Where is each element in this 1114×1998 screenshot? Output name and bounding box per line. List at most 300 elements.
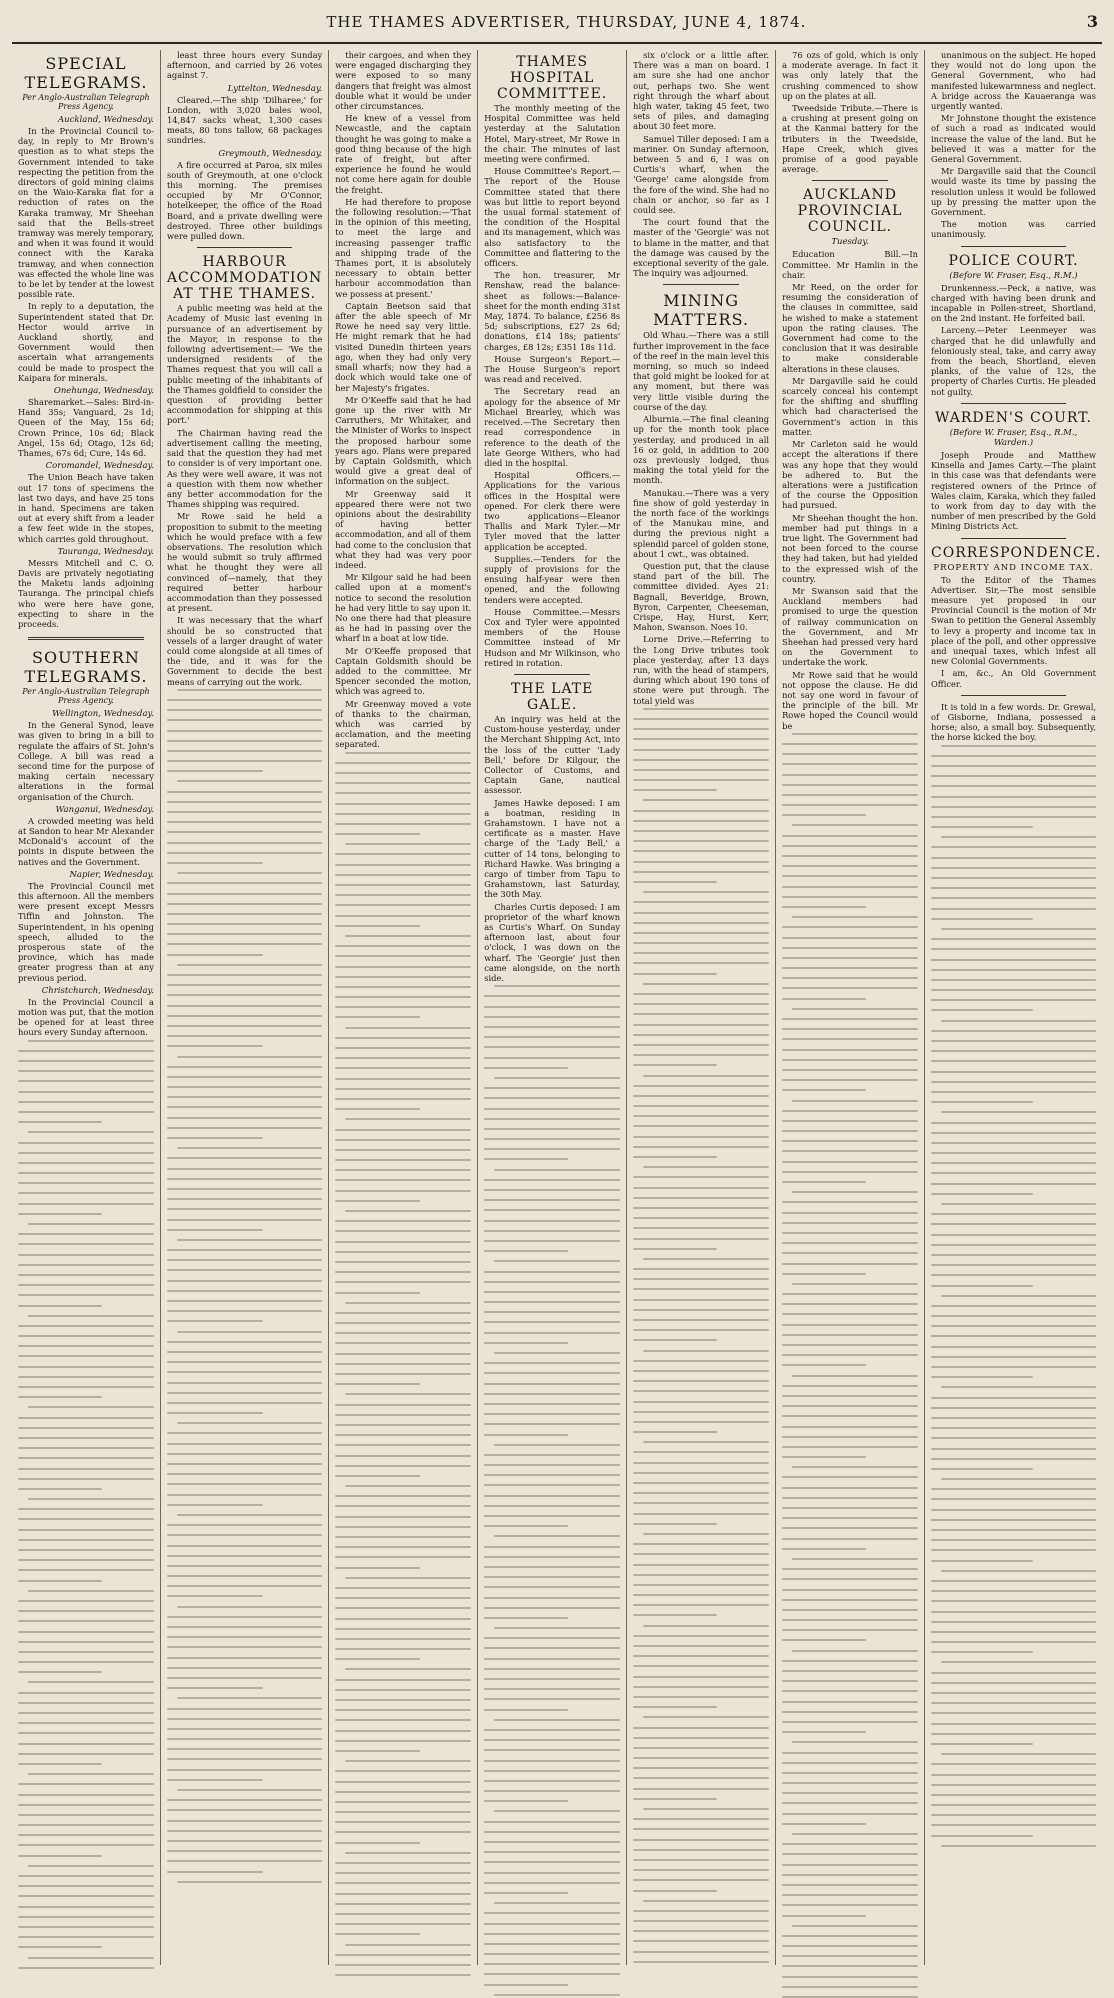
text-line xyxy=(345,1393,471,1395)
text-line xyxy=(167,1657,322,1659)
text-line xyxy=(931,1060,1096,1062)
text-line xyxy=(18,1855,102,1857)
section-divider xyxy=(197,247,292,248)
text-line xyxy=(484,1933,620,1935)
text-line xyxy=(643,1900,769,1902)
text-line xyxy=(484,1057,620,1059)
text-line xyxy=(484,1006,620,1008)
text-line xyxy=(633,1380,769,1382)
text-line xyxy=(335,925,419,927)
text-line xyxy=(931,1590,1096,1592)
text-line xyxy=(345,752,471,754)
text-line xyxy=(18,1050,154,1052)
text-line xyxy=(931,1142,1096,1144)
text-line xyxy=(931,867,1096,869)
text-line xyxy=(782,814,866,816)
text-line xyxy=(931,1101,1033,1103)
dateline: Napier, Wednesday. xyxy=(69,869,154,880)
text-line xyxy=(931,1427,1096,1429)
text-line xyxy=(167,1392,322,1394)
text-line xyxy=(177,1514,322,1516)
text-line xyxy=(633,1523,717,1525)
text-line xyxy=(931,959,1096,961)
text-line xyxy=(335,1067,471,1069)
text-line xyxy=(931,1712,1096,1714)
text-line xyxy=(633,1146,769,1148)
text-line xyxy=(633,1706,717,1708)
text-line xyxy=(931,826,1033,828)
text-line xyxy=(167,1259,322,1261)
text-line xyxy=(633,1869,769,1871)
text-line xyxy=(782,1935,918,1937)
section-divider xyxy=(961,403,1066,404)
text-line xyxy=(931,1122,1096,1124)
text-line xyxy=(633,1401,769,1403)
text-line xyxy=(484,1546,620,1548)
text-line xyxy=(633,1604,769,1606)
text-line xyxy=(18,1671,102,1673)
section-title-wardens-court: WARDEN'S COURT. xyxy=(935,409,1092,426)
text-line xyxy=(941,1845,1096,1847)
text-line xyxy=(931,1835,1033,1837)
text-line xyxy=(633,718,769,720)
text-line xyxy=(335,1913,471,1915)
text-line xyxy=(28,1223,154,1225)
text-line xyxy=(167,1565,322,1567)
article-paragraph: least three hours every Sunday afternoon, and carried by 26 votes against 7. xyxy=(166,50,323,81)
text-line xyxy=(484,1597,620,1599)
text-line xyxy=(167,1595,263,1597)
text-line xyxy=(782,1945,918,1947)
text-line xyxy=(335,915,471,917)
text-line xyxy=(782,784,918,786)
article-paragraph: In the Provincial Council a motion was put, that the motion be opened for at least three hours every Sunday afternoon. xyxy=(18,996,154,1038)
text-line xyxy=(167,750,322,752)
text-line xyxy=(18,1070,154,1072)
text-line xyxy=(782,1049,918,1051)
text-line xyxy=(335,1730,471,1732)
text-line xyxy=(18,1844,154,1846)
text-line xyxy=(931,1417,1096,1419)
text-line xyxy=(167,1616,322,1618)
text-line xyxy=(335,1974,471,1976)
text-line xyxy=(633,912,769,914)
text-line xyxy=(782,1721,918,1723)
text-line xyxy=(18,1559,154,1561)
text-line xyxy=(782,1976,918,1978)
text-line xyxy=(335,1006,471,1008)
text-line xyxy=(167,730,322,732)
text-line xyxy=(633,1849,769,1851)
text-line xyxy=(633,1319,769,1321)
text-line xyxy=(167,1066,322,1068)
text-line xyxy=(633,1207,769,1209)
text-line xyxy=(18,1325,154,1327)
text-line xyxy=(931,1519,1096,1521)
text-line xyxy=(484,1413,620,1415)
text-line xyxy=(792,1191,918,1193)
text-line xyxy=(633,1645,769,1647)
text-line xyxy=(782,957,918,959)
text-line xyxy=(18,1366,154,1368)
text-line xyxy=(484,1668,620,1670)
text-line xyxy=(931,857,1096,859)
text-line xyxy=(167,862,263,864)
text-line xyxy=(167,1300,322,1302)
text-line xyxy=(484,1698,620,1700)
text-line xyxy=(28,1406,154,1408)
text-line xyxy=(782,1589,918,1591)
text-line xyxy=(335,1016,419,1018)
text-line xyxy=(633,973,717,975)
text-line xyxy=(792,1741,918,1743)
text-line xyxy=(335,1200,419,1202)
text-line xyxy=(931,1040,1096,1042)
text-line xyxy=(782,865,918,867)
text-line xyxy=(484,1688,620,1690)
text-line xyxy=(931,1784,1096,1786)
text-line xyxy=(782,1986,918,1988)
text-line xyxy=(931,1448,1096,1450)
text-line xyxy=(782,1201,918,1203)
text-line xyxy=(633,759,769,761)
text-line xyxy=(335,1179,471,1181)
section-divider xyxy=(514,674,590,675)
text-line xyxy=(484,1016,620,1018)
text-line xyxy=(177,1239,322,1241)
text-line xyxy=(782,1731,866,1733)
text-line xyxy=(633,1085,769,1087)
text-line xyxy=(18,1396,102,1398)
text-line xyxy=(782,774,918,776)
text-line xyxy=(167,1443,322,1445)
text-line xyxy=(633,1767,769,1769)
text-line xyxy=(167,1473,322,1475)
text-line xyxy=(782,1782,918,1784)
text-line xyxy=(931,1509,1096,1511)
text-line xyxy=(782,1904,918,1906)
text-line xyxy=(782,1823,866,1825)
text-line xyxy=(782,1884,918,1886)
text-line xyxy=(633,1054,769,1056)
text-line xyxy=(931,765,1096,767)
text-line xyxy=(167,1646,322,1648)
text-line xyxy=(167,1626,322,1628)
article-paragraph: Alburnia.—The final cleaning up for the month took place yesterday, and produced in all 16 oz gold, in addition to 200 ozs previously lodged, thus making the total yield for the month. xyxy=(633,414,770,486)
text-line xyxy=(633,1655,769,1657)
text-line xyxy=(484,1566,620,1568)
text-line xyxy=(931,1733,1096,1735)
text-line xyxy=(931,1651,1033,1653)
text-line xyxy=(931,989,1096,991)
text-line xyxy=(931,918,1033,920)
column-2 xyxy=(161,50,329,1965)
text-line xyxy=(633,1727,769,1729)
text-line xyxy=(335,853,471,855)
page-number: 3 xyxy=(1086,12,1098,31)
text-line xyxy=(18,1763,102,1765)
text-line xyxy=(167,1351,322,1353)
text-line xyxy=(931,1814,1096,1816)
text-line xyxy=(782,1965,918,1967)
text-line xyxy=(633,1095,769,1097)
text-line xyxy=(633,1553,769,1555)
text-line xyxy=(335,1893,471,1895)
text-line xyxy=(484,1678,620,1680)
text-line xyxy=(335,1098,471,1100)
text-line xyxy=(633,1828,769,1830)
article-paragraph: He knew of a vessel from Newcastle, and the captain thought he was going to make a good thing because of the high rate of freight, but after experience he found he would not come here again for double the freight. xyxy=(335,113,472,195)
text-line xyxy=(18,1651,154,1653)
text-line xyxy=(782,1955,918,1957)
text-line xyxy=(494,1994,620,1996)
text-line xyxy=(335,1587,471,1589)
text-line xyxy=(167,903,322,905)
text-line xyxy=(335,1037,471,1039)
text-line xyxy=(484,1770,620,1772)
text-line xyxy=(18,1386,154,1388)
text-line xyxy=(167,1412,263,1414)
text-line xyxy=(633,1370,769,1372)
text-line xyxy=(18,1111,154,1113)
article-paragraph: The Provincial Council met this afternoon. All the members were present except Messrs Tiffin and Johnston. The Superintendent, in his opening speech, alluded to the prosperous state of the province, which has made greater progress than at any previous period. xyxy=(18,880,154,983)
text-line xyxy=(782,1619,918,1621)
text-line xyxy=(335,1709,471,1711)
text-line xyxy=(335,1862,471,1864)
text-line xyxy=(18,1345,154,1347)
text-line xyxy=(18,1610,154,1612)
text-line xyxy=(941,836,1096,838)
text-line xyxy=(18,1172,154,1174)
text-line xyxy=(335,1821,471,1823)
text-line xyxy=(643,799,769,801)
text-line xyxy=(167,1504,263,1506)
text-line xyxy=(167,842,322,844)
text-line xyxy=(167,831,322,833)
article-paragraph: It was necessary that the wharf should be so constructed that vessels of a larger draught of water could come alongside at all times of the tide, and it was for the Government to decide the best means of carrying out the work. xyxy=(166,615,323,687)
text-line xyxy=(167,1524,322,1526)
text-line xyxy=(931,897,1096,899)
text-line xyxy=(167,1117,322,1119)
section-divider xyxy=(812,180,888,181)
text-line xyxy=(782,1629,918,1631)
text-line xyxy=(484,1617,568,1619)
text-line xyxy=(484,1709,568,1711)
text-line xyxy=(484,1342,568,1344)
text-line xyxy=(633,1451,769,1453)
text-line xyxy=(782,1426,918,1428)
text-line xyxy=(28,1131,154,1133)
text-line xyxy=(782,875,918,877)
text-line xyxy=(28,1040,154,1042)
text-line xyxy=(167,791,322,793)
text-line xyxy=(18,1080,154,1082)
text-line xyxy=(633,1594,769,1596)
text-line xyxy=(941,928,1096,930)
text-line xyxy=(335,1475,419,1477)
text-line xyxy=(931,1692,1096,1694)
article-paragraph: It is told in a few words. Dr. Grewal, of Gisborne, Indiana, possessed a horse; also, a small boy. Subsequently, the horse kicked the boy. xyxy=(931,701,1096,743)
text-line xyxy=(931,1560,1033,1562)
section-subtitle: (Before W. Fraser, Esq., R.M.) xyxy=(949,270,1078,281)
article-paragraph: Mr Reed, on the order for resuming the consideration of the clauses in committee, said he wished to make a statement upon the rating clauses. The Government had come to the conclusion that it was desirable to make considerable alterations in these clauses. xyxy=(782,282,918,374)
text-line xyxy=(931,969,1096,971)
text-line xyxy=(494,1627,620,1629)
text-line xyxy=(643,983,769,985)
text-line xyxy=(633,1686,769,1688)
text-line xyxy=(335,1332,471,1334)
text-line xyxy=(931,1213,1096,1215)
text-line xyxy=(335,1658,419,1660)
text-line xyxy=(643,1808,769,1810)
text-line xyxy=(18,1834,154,1836)
text-line xyxy=(335,1597,471,1599)
text-line xyxy=(494,1352,620,1354)
text-line xyxy=(484,1872,620,1874)
text-line xyxy=(782,1874,918,1876)
column-7 xyxy=(925,50,1102,1965)
text-line xyxy=(167,1769,322,1771)
text-line xyxy=(167,1575,322,1577)
text-line xyxy=(335,884,471,886)
text-line xyxy=(28,1681,154,1683)
text-line xyxy=(335,1699,471,1701)
text-line xyxy=(484,1525,568,1527)
text-line xyxy=(931,846,1096,848)
dateline: Onehunga, Wednesday. xyxy=(53,386,154,397)
text-line xyxy=(18,1600,154,1602)
text-line xyxy=(335,1342,471,1344)
text-line xyxy=(18,1804,154,1806)
text-line xyxy=(335,986,471,988)
text-line xyxy=(941,1203,1096,1205)
text-line xyxy=(484,1230,620,1232)
text-line xyxy=(782,1079,918,1081)
text-line xyxy=(484,1250,568,1252)
text-line xyxy=(18,1722,154,1724)
text-line xyxy=(18,1203,154,1205)
text-line xyxy=(335,1169,471,1171)
text-line xyxy=(941,1020,1096,1022)
text-line xyxy=(931,1458,1096,1460)
text-line xyxy=(18,1335,154,1337)
text-line xyxy=(335,1312,471,1314)
text-line xyxy=(931,1264,1096,1266)
article-paragraph: Mr Dargaville said that the Council would waste its time by passing the resolution unless it would be followed up by pressing the matter upon the Government. xyxy=(931,166,1096,218)
text-line xyxy=(931,1407,1096,1409)
text-line xyxy=(941,1111,1096,1113)
text-line xyxy=(18,1895,154,1897)
text-line xyxy=(782,1660,918,1662)
text-line xyxy=(28,1590,154,1592)
text-line xyxy=(18,1060,154,1062)
section-divider xyxy=(961,695,1066,696)
text-line xyxy=(167,1035,322,1037)
dateline: Wellington, Wednesday. xyxy=(52,709,154,720)
text-line xyxy=(18,1274,154,1276)
text-line xyxy=(18,1875,154,1877)
text-line xyxy=(18,1508,154,1510)
text-line xyxy=(18,1182,154,1184)
text-line xyxy=(345,843,471,845)
text-line xyxy=(782,1354,918,1356)
text-line xyxy=(167,923,322,925)
article-paragraph: Mr Carleton said he would accept the alterations if there was any hope that they would be adhered to. But the alterations were a justification of the course the Opposition had pursued. xyxy=(782,439,918,511)
text-line xyxy=(177,1606,322,1608)
text-line xyxy=(167,882,322,884)
text-line xyxy=(335,1933,419,1935)
text-line xyxy=(633,1879,769,1881)
text-line xyxy=(18,1162,154,1164)
article-paragraph: Larceny.—Peter Leenmeyer was charged that he did unlawfully and feloniously steal, take, and carry away from the beach, Shortland, eleven planks, of the value of 12s, the property of Charles Curtis. He pleaded not guilty. xyxy=(931,325,1096,397)
dateline: Wanganui, Wednesday. xyxy=(55,804,154,815)
article-paragraph: House Surgeon's Report.—The House Surgeon's report was read and received. xyxy=(484,353,621,385)
text-line xyxy=(782,1915,866,1917)
text-line xyxy=(335,1129,471,1131)
text-line xyxy=(782,1853,918,1855)
text-line xyxy=(484,1576,620,1578)
text-line xyxy=(931,1152,1096,1154)
text-line xyxy=(931,1702,1096,1704)
text-line xyxy=(484,1434,568,1436)
text-line xyxy=(177,964,322,966)
article-paragraph: In the General Synod, leave was given to bring in a bill to regulate the affairs of St. John's College. A bill was read a second time for the purpose of making certain necessary alterations in the formal organisation of the Church. xyxy=(18,720,154,802)
text-line xyxy=(633,1482,769,1484)
text-line xyxy=(633,1635,769,1637)
text-line xyxy=(931,1723,1096,1725)
section-title-correspondence: CORRESPONDENCE. xyxy=(931,544,1102,561)
text-line xyxy=(782,937,918,939)
article-paragraph: The monthly meeting of the Hospital Committee was held yesterday at the Salutation Hotel, Mary-street, Mr Rowe in the chair. The minutes of last meeting were confirmed. xyxy=(484,103,621,165)
text-line xyxy=(484,1036,620,1038)
text-line xyxy=(335,1505,471,1507)
text-line xyxy=(782,1415,918,1417)
article-paragraph: Sharemarket.—Sales: Bird-in-Hand 35s; Vanguard, 2s 1d; Queen of the May, 15s 6d; Crown Prince, 10s 6d; Black Angel, 15s 6d; Otago, 12s 6d; Thames, 67s 6d; Cure, 14s 6d. xyxy=(18,397,154,459)
article-paragraph: The Secretary read an apology for the absence of Mr Michael Brearley, which was received.—The Secretary then read correspondence in reference to the death of the late George Withers, who had died in the hospital. xyxy=(484,386,621,468)
text-line xyxy=(792,1650,918,1652)
text-line xyxy=(335,1831,471,1833)
text-line xyxy=(18,1091,154,1093)
article-paragraph: The court found that the master of the 'Georgie' was not to blame in the matter, and that the damage was caused by the exceptional severity of the gale. The inquiry was adjourned. xyxy=(633,217,770,279)
text-line xyxy=(931,877,1096,879)
text-line xyxy=(18,1213,102,1215)
text-line xyxy=(335,1149,471,1151)
text-line xyxy=(167,994,322,996)
text-line xyxy=(782,1313,918,1315)
text-line xyxy=(931,806,1096,808)
text-line xyxy=(931,1600,1096,1602)
text-line xyxy=(633,749,769,751)
text-line xyxy=(167,1779,263,1781)
text-line xyxy=(177,1422,322,1424)
text-line xyxy=(167,913,322,915)
text-line xyxy=(633,1890,717,1892)
article-paragraph: The Chairman having read the advertisement calling the meeting, said that the question they had met to consider is of very important one. As they were well aware, it was not a question with them now whether any better accommodation for the Thames shipping was required. xyxy=(166,427,323,510)
text-line xyxy=(484,1026,620,1028)
text-line xyxy=(931,1539,1096,1541)
text-line xyxy=(335,945,471,947)
text-line xyxy=(782,1497,918,1499)
text-line xyxy=(633,830,769,832)
article-paragraph: A crowded meeting was held at Sandon to hear Mr Alexander McDonald's account of the points in dispute between the natives and the Government. xyxy=(18,815,154,867)
text-line xyxy=(782,1711,918,1713)
text-line xyxy=(167,1157,322,1159)
text-line xyxy=(782,1028,918,1030)
dateline: Auckland, Wednesday. xyxy=(58,115,154,125)
text-line xyxy=(782,886,918,888)
text-line xyxy=(484,1108,620,1110)
text-line xyxy=(18,1569,154,1571)
